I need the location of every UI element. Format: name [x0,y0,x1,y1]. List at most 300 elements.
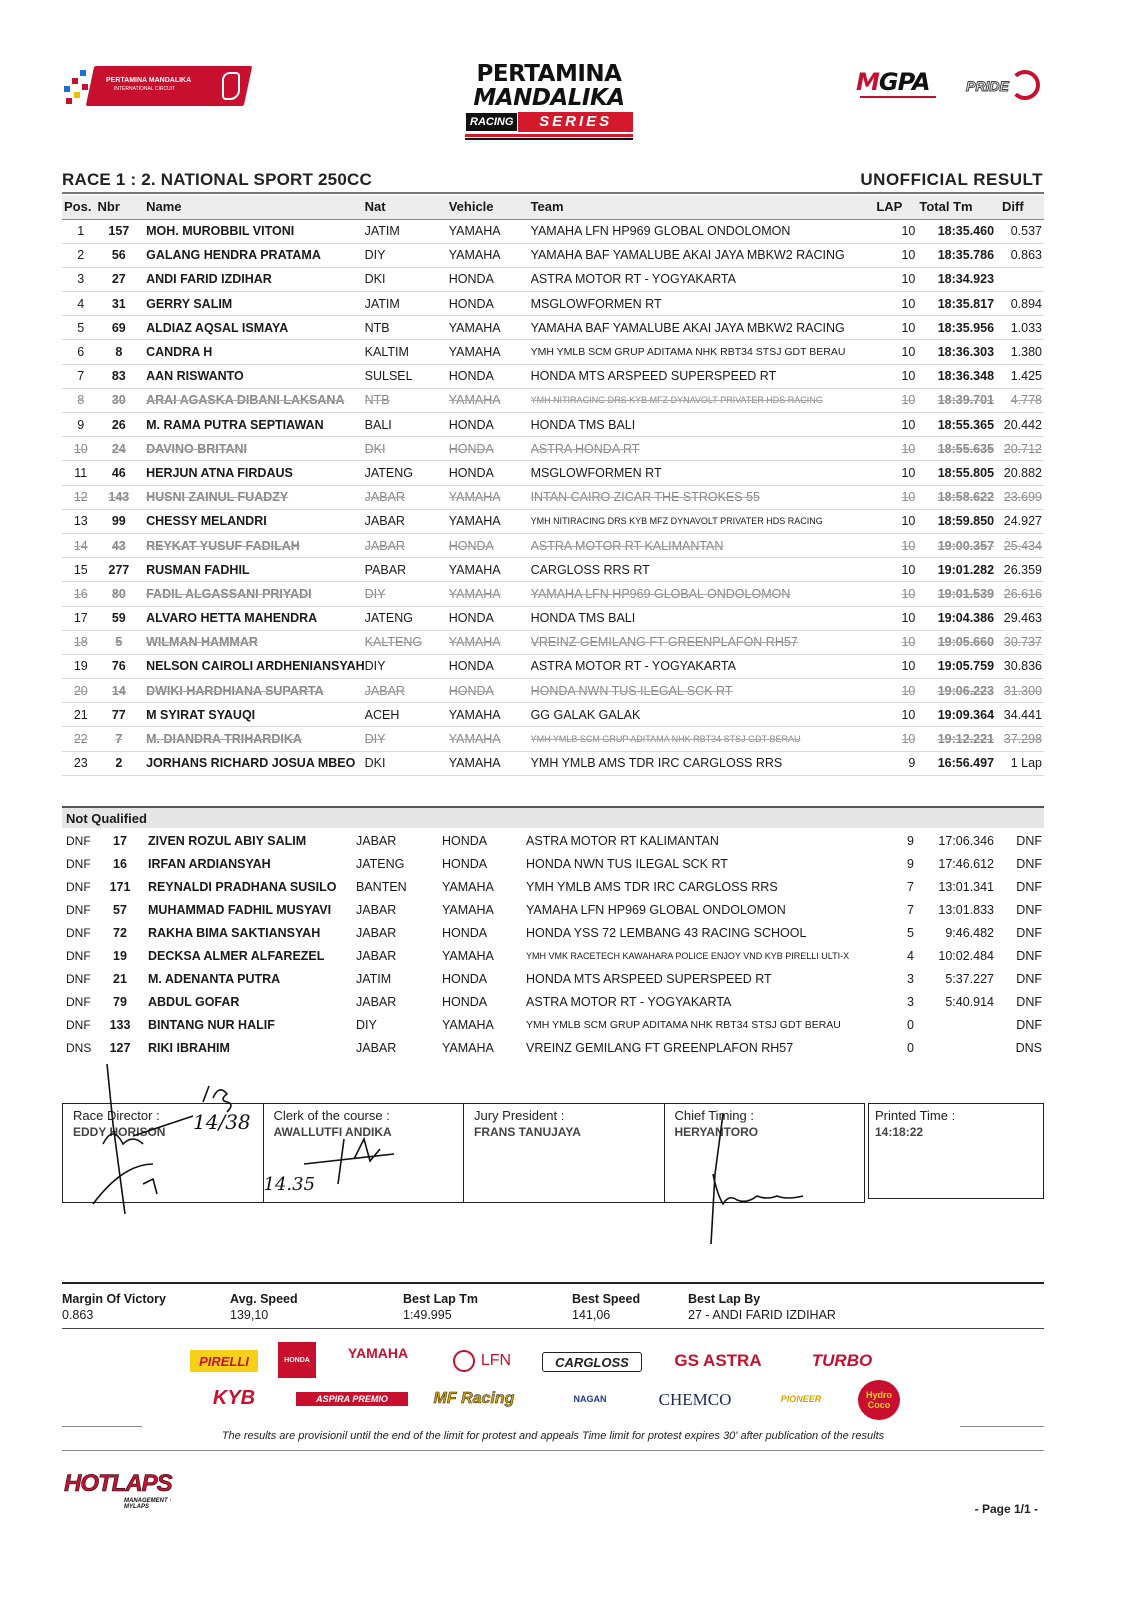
cell-vehicle: YAMAHA [442,1040,494,1055]
cell-team: ASTRA HONDA RT [531,437,877,461]
cell-pos: 7 [62,364,98,388]
table-row [62,703,1044,727]
cell-name: ARAI AGASKA DIBANI LAKSANA [140,388,365,412]
cell-diff: DNF [1016,925,1042,940]
cell-name: ALDIAZ AQSAL ISMAYA [140,316,365,340]
cell-name: GALANG HENDRA PRATAMA [140,243,365,267]
cell-vehicle: HONDA [449,679,531,703]
cell-nat: DIY [365,243,449,267]
cell-diff: 20.442 [1002,413,1044,437]
cell-pos: 20 [62,679,98,703]
handwritten-time-note: 14/38 [193,1110,251,1134]
table-row [62,944,1044,967]
cell-total-time [918,1036,1002,1059]
cell-nat: JATENG [365,461,449,485]
cell-name: WILMAN HAMMAR [140,630,365,654]
cell-name: AAN RISWANTO [140,364,365,388]
hotlaps-logo-text: HOTLAPS [64,1470,172,1497]
race-title: RACE 1 : 2. NATIONAL SPORT 250CC [62,170,372,189]
stat-label: Best Lap By [688,1292,761,1306]
stat-value: 141,06 [572,1308,611,1322]
cell-nat: NTB [365,388,449,412]
cell-nbr: 46 [98,461,141,485]
cell-pos: DNF [66,994,91,1009]
cell-pos: DNS [66,1040,92,1055]
cell-pos: 23 [62,751,98,775]
cell-nat: JABAR [365,533,449,557]
printed-time-value: 14:18:22 [875,1125,924,1139]
cell-nat: JABAR [365,679,449,703]
cell-nbr: 26 [98,413,141,437]
stat-label: Best Speed [572,1292,641,1306]
cell-total-time: 18:55.805 [919,461,1002,485]
cell-vehicle: HONDA [449,364,531,388]
cell-lap: 10 [876,243,919,267]
cell-nat: JABAR [356,994,397,1009]
cell-vehicle: HONDA [442,925,488,940]
col-vehicle: Vehicle [449,195,531,219]
cell-name: M. ADENANTA PUTRA [148,971,281,986]
cell-lap: 4 [907,948,914,963]
cell-team: MSGLOWFORMEN RT [531,292,877,316]
cell-diff: DNF [1016,948,1042,963]
cell-nbr: 24 [98,437,141,461]
cell-diff: 26.359 [1002,558,1044,582]
cell-pos: 16 [62,582,98,606]
cell-nat: DKI [365,267,449,291]
cell-vehicle: YAMAHA [449,388,531,412]
cell-vehicle: YAMAHA [449,243,531,267]
cell-name: HERJUN ATNA FIRDAUS [140,461,365,485]
series-logo-line1: PERTAMINA [476,61,622,87]
cell-name: M. DIANDRA TRIHARDIKA [140,727,365,751]
circuit-logo-line2: INTERNATIONAL CIRCUIT [114,86,176,92]
cell-pos: 8 [62,388,98,412]
cell-total-time: 5:37.227 [945,971,994,986]
cell-diff: 1 Lap [1002,751,1044,775]
cell-lap: 10 [876,606,919,630]
cell-vehicle: HONDA [442,994,488,1009]
cell-team: ASTRA MOTOR RT - YOGYAKARTA [526,994,732,1009]
cell-team: HONDA MTS ARSPEED SUPERSPEED RT [531,364,877,388]
cell-diff [1002,267,1044,291]
table-row [62,509,1044,533]
cell-nat: DIY [365,582,449,606]
cell-nbr: 69 [98,316,141,340]
cell-name: ZIVEN ROZUL ABIY SALIM [148,833,307,848]
cell-diff: DNF [1016,879,1042,894]
cell-vehicle: HONDA [449,606,531,630]
cell-team: HONDA TMS BALI [531,413,877,437]
table-row [62,852,1044,875]
cell-total-time: 9:46.482 [945,925,994,940]
cell-pos: 9 [62,413,98,437]
cell-team: GG GALAK GALAK [531,703,877,727]
stat-value: 139,10 [230,1308,269,1322]
cell-team: YAMAHA LFN HP969 GLOBAL ONDOLOMON [531,219,877,243]
cell-lap: 10 [876,582,919,606]
table-row [62,1036,1044,1059]
cell-total-time: 18:36.348 [919,364,1002,388]
cell-name: JORHANS RICHARD JOSUA MBEO [140,751,365,775]
cell-total-time: 19:00.357 [919,533,1002,557]
cell-nbr: 171 [109,879,131,894]
cell-name: DAVINO BRITANI [140,437,365,461]
sponsor-aspira-logo: ASPIRA PREMIO [296,1392,408,1406]
cell-diff: 1.033 [1002,316,1044,340]
cell-vehicle: HONDA [449,533,531,557]
table-row [62,921,1044,944]
cell-nbr: 277 [98,558,141,582]
table-row [62,316,1044,340]
cell-name: FADIL ALGASSANI PRIYADI [140,582,365,606]
cell-lap: 10 [876,340,919,364]
table-row [62,413,1044,437]
cell-lap: 10 [876,703,919,727]
stats-divider [62,1282,1044,1284]
cell-team: YMH NITIRACING DRS KYB MFZ DYNAVOLT PRIVATER HDS RACING [531,388,877,412]
cell-total-time: 13:01.341 [938,879,994,894]
table-row [62,829,1044,852]
cell-pos: 12 [62,485,98,509]
table-row [62,461,1044,485]
official-name: FRANS TANUJAYA [474,1125,581,1139]
cell-vehicle: YAMAHA [449,630,531,654]
cell-nbr: 8 [98,340,141,364]
cell-lap: 10 [876,267,919,291]
cell-pos: 14 [62,533,98,557]
cell-nbr: 2 [98,751,141,775]
cell-total-time: 18:59.850 [919,509,1002,533]
cell-pos: DNF [66,925,91,940]
cell-lap: 10 [876,219,919,243]
cell-pos: 19 [62,654,98,678]
cell-diff: 0.537 [1002,219,1044,243]
cell-total-time [918,1013,1002,1036]
cell-total-time: 18:35.786 [919,243,1002,267]
footer-divider [62,1450,1044,1451]
cell-nat: JABAR [356,1040,397,1055]
cell-nat: JATENG [356,856,405,871]
cell-vehicle: YAMAHA [449,485,531,509]
cell-pos: 3 [62,267,98,291]
cell-total-time: 19:12.221 [919,727,1002,751]
cell-diff: DNF [1016,902,1042,917]
cell-vehicle: YAMAHA [449,316,531,340]
cell-total-time: 18:35.956 [919,316,1002,340]
cell-vehicle: YAMAHA [449,509,531,533]
cell-pos: 13 [62,509,98,533]
sponsor-lfn-logo: LFN [440,1348,524,1374]
cell-nbr: 17 [113,833,127,848]
cell-team: HONDA NWN TUS ILEGAL SCK RT [531,679,877,703]
stat-label: Best Lap Tm [403,1292,479,1306]
cell-nat: DKI [365,751,449,775]
cell-diff: DNF [1016,971,1042,986]
cell-lap: 0 [907,1017,914,1032]
cell-nbr: 127 [109,1040,131,1055]
cell-name: DWIKI HARDHIANA SUPARTA [140,679,365,703]
cell-name: ALVARO HETTA MAHENDRA [140,606,365,630]
cell-pos: 2 [62,243,98,267]
cell-nbr: 16 [113,856,127,871]
official-label: Clerk of the course : [273,1108,390,1123]
cell-total-time: 19:05.759 [919,654,1002,678]
cell-nbr: 79 [113,994,127,1009]
cell-pos: 18 [62,630,98,654]
cell-diff: DNS [1015,1040,1042,1055]
table-row [62,875,1044,898]
cell-vehicle: HONDA [449,437,531,461]
cell-pos: DNF [66,879,91,894]
cell-total-time: 18:58.622 [919,485,1002,509]
cell-diff: 0.894 [1002,292,1044,316]
not-qualified-table [62,829,1044,1059]
cell-diff: DNF [1016,994,1042,1009]
cell-vehicle: HONDA [442,856,488,871]
stat-value: 1:49.995 [403,1308,452,1322]
cell-diff: 30.737 [1002,630,1044,654]
cell-total-time: 19:09.364 [919,703,1002,727]
cell-pos: 10 [62,437,98,461]
cell-team: HONDA NWN TUS ILEGAL SCK RT [526,856,728,871]
sponsor-kyb-logo: KYB [212,1386,256,1409]
cell-nat: JATIM [365,219,449,243]
cell-pos: 6 [62,340,98,364]
cell-diff: 26.616 [1002,582,1044,606]
cell-nbr: 77 [98,703,141,727]
cell-lap: 10 [876,461,919,485]
cell-lap: 0 [907,1040,914,1055]
cell-nbr: 14 [98,679,141,703]
cell-pos: 5 [62,316,98,340]
cell-vehicle: YAMAHA [442,948,494,963]
cell-nat: DIY [365,727,449,751]
cell-lap: 9 [907,856,914,871]
official-name: AWALLUTFI ANDIKA [273,1125,392,1139]
official-label: Race Director : [73,1108,160,1123]
cell-name: GERRY SALIM [140,292,365,316]
col-diff: Diff [1002,195,1044,219]
sponsor-turbo-logo: TURBO [811,1351,873,1370]
cell-nbr: 80 [98,582,141,606]
cell-total-time: 18:39.701 [919,388,1002,412]
cell-total-time: 16:56.497 [919,751,1002,775]
cell-lap: 10 [876,630,919,654]
table-row [62,292,1044,316]
table-row [62,388,1044,412]
cell-lap: 9 [907,833,914,848]
cell-name: NELSON CAIROLI ARDHENIANSYAH [140,654,365,678]
cell-nat: JABAR [365,485,449,509]
sponsor-mf-logo: MF Racing [433,1390,515,1407]
cell-nat: JABAR [365,509,449,533]
col-lap: LAP [876,195,919,219]
result-status: UNOFFICIAL RESULT [860,170,1043,189]
cell-name: ANDI FARID IZDIHAR [140,267,365,291]
sponsor-nagan-logo: NAGAN [573,1394,607,1404]
cell-total-time: 18:55.365 [919,413,1002,437]
table-row [62,751,1044,775]
cell-nat: BALI [365,413,449,437]
cell-nbr: 56 [98,243,141,267]
stat-best-speed [572,1292,640,1322]
table-row [62,727,1044,751]
cell-diff: 31.300 [1002,679,1044,703]
cell-team: VREINZ GEMILANG FT GREENPLAFON RH57 [531,630,877,654]
stat-avg-speed [230,1292,298,1322]
cell-nbr: 30 [98,388,141,412]
cell-total-time: 13:01.833 [938,902,994,917]
cell-diff: DNF [1016,833,1042,848]
cell-diff: 23.699 [1002,485,1044,509]
hotlaps-logo-sub: MANAGEMENT · MYLAPS [124,1498,172,1510]
col-nat: Nat [365,195,449,219]
cell-pos: 22 [62,727,98,751]
cell-nat: JATENG [365,606,449,630]
cell-name: RUSMAN FADHIL [140,558,365,582]
cell-nbr: 133 [109,1017,131,1032]
cell-diff: 24.927 [1002,509,1044,533]
stats-divider-bottom [62,1328,1044,1329]
table-row [62,1013,1044,1036]
cell-team: YMH YMLB SCM GRUP ADITAMA NHK RBT34 STSJ GDT BERAU [526,1018,841,1031]
cell-nbr: 27 [98,267,141,291]
cell-name: REYNALDI PRADHANA SUSILO [148,879,337,894]
cell-name: M SYIRAT SYAUQI [140,703,365,727]
cell-team: CARGLOSS RRS RT [531,558,877,582]
series-logo-line2: MANDALIKA [473,85,625,111]
cell-nbr: 59 [98,606,141,630]
stat-value: 0.863 [62,1308,94,1322]
col-team: Team [531,195,877,219]
cell-vehicle: YAMAHA [449,582,531,606]
cell-nbr: 19 [113,948,127,963]
printed-time-box [868,1103,1044,1199]
cell-lap: 10 [876,509,919,533]
cell-lap: 5 [907,925,914,940]
cell-name: CHESSY MELANDRI [140,509,365,533]
official-clerk-of-course [264,1104,465,1202]
signature-race-director-icon [73,1064,263,1254]
cell-team: YMH YMLB SCM GRUP ADITAMA NHK RBT34 STSJ GDT BERAU [531,340,877,364]
stat-label: Margin Of Victory [62,1292,166,1306]
cell-nat: JABAR [356,833,397,848]
cell-nbr: 143 [98,485,141,509]
cell-vehicle: YAMAHA [449,219,531,243]
table-row [62,582,1044,606]
cell-lap: 10 [876,679,919,703]
cell-name: IRFAN ARDIANSYAH [148,856,271,871]
cell-lap: 7 [907,879,914,894]
cell-nbr: 21 [113,971,127,986]
cell-team: YAMAHA BAF YAMALUBE AKAI JAYA MBKW2 RACING [531,316,877,340]
cell-nat: KALTIM [365,340,449,364]
cell-vehicle: YAMAHA [442,1017,494,1032]
cell-lap: 9 [876,751,919,775]
cell-pos: 1 [62,219,98,243]
cell-name: RAKHA BIMA SAKTIANSYAH [148,925,321,940]
cell-diff: 20.882 [1002,461,1044,485]
cell-name: RIKI IBRAHIM [148,1040,230,1055]
cell-vehicle: YAMAHA [449,558,531,582]
cell-vehicle: HONDA [449,461,531,485]
mandalika-racing-series-logo [465,62,633,152]
sponsor-pioneer-logo: PIONEER [780,1394,822,1404]
printed-time-label: Printed Time : [875,1108,956,1123]
cell-team: YMH VMK RACETECH KAWAHARA POLICE ENJOY VND KYB PIRELLI ULTI-X [526,950,850,961]
cell-team: INTAN CAIRO ZICAR THE STROKES 55 [531,485,877,509]
official-chief-timing [665,1104,865,1202]
cell-vehicle: HONDA [449,292,531,316]
stat-value: 27 - ANDI FARID IZDIHAR [688,1308,836,1322]
cell-team: ASTRA MOTOR RT - YOGYAKARTA [531,267,877,291]
cell-pos: DNF [66,856,91,871]
col-name: Name [140,195,365,219]
cell-total-time: 18:55.635 [919,437,1002,461]
cell-vehicle: HONDA [449,413,531,437]
col-nbr: Nbr [98,195,141,219]
cell-team: YAMAHA LFN HP969 GLOBAL ONDOLOMON [531,582,877,606]
results-header-row [62,195,1044,219]
cell-team: ASTRA MOTOR RT - YOGYAKARTA [531,654,877,678]
sponsor-gs-astra-logo: GS ASTRA [674,1351,762,1370]
title-divider [62,192,1044,194]
cell-pos: 4 [62,292,98,316]
cell-nbr: 99 [98,509,141,533]
cell-nat: JATIM [356,971,392,986]
cell-nat: NTB [365,316,449,340]
cell-lap: 10 [876,654,919,678]
cell-name: ABDUL GOFAR [148,994,240,1009]
cell-name: HUSNI ZAINUL FUADZY [140,485,365,509]
cell-vehicle: YAMAHA [449,340,531,364]
table-row [62,679,1044,703]
cell-diff: 1.380 [1002,340,1044,364]
sponsor-chemco-logo: CHEMCO [658,1390,732,1409]
cell-diff: 4.778 [1002,388,1044,412]
cell-lap: 10 [876,316,919,340]
cell-nat: DIY [356,1017,377,1032]
table-row [62,437,1044,461]
cell-pos: 21 [62,703,98,727]
table-row [62,243,1044,267]
cell-team: ASTRA MOTOR RT KALIMANTAN [531,533,877,557]
cell-lap: 3 [907,971,914,986]
cell-vehicle: HONDA [449,654,531,678]
table-row [62,630,1044,654]
cell-vehicle: YAMAHA [442,879,494,894]
table-row [62,558,1044,582]
cell-pos: DNF [66,902,91,917]
cell-total-time: 5:40.914 [945,994,994,1009]
cell-lap: 10 [876,364,919,388]
cell-team: YMH YMLB AMS TDR IRC CARGLOSS RRS [531,751,877,775]
cell-team: HONDA TMS BALI [531,606,877,630]
col-pos: Pos. [62,195,98,219]
hotlaps-logo [64,1470,194,1512]
stat-margin-of-victory [62,1292,166,1322]
cell-nat: ACEH [365,703,449,727]
cell-lap: 10 [876,727,919,751]
cell-pos: DNF [66,1017,91,1032]
cell-nat: JABAR [356,925,397,940]
cell-team: MSGLOWFORMEN RT [531,461,877,485]
cell-vehicle: YAMAHA [449,751,531,775]
table-row [62,898,1044,921]
handwritten-time-note: 14.35 [263,1174,316,1195]
sponsor-honda-logo: HONDA [278,1342,316,1378]
